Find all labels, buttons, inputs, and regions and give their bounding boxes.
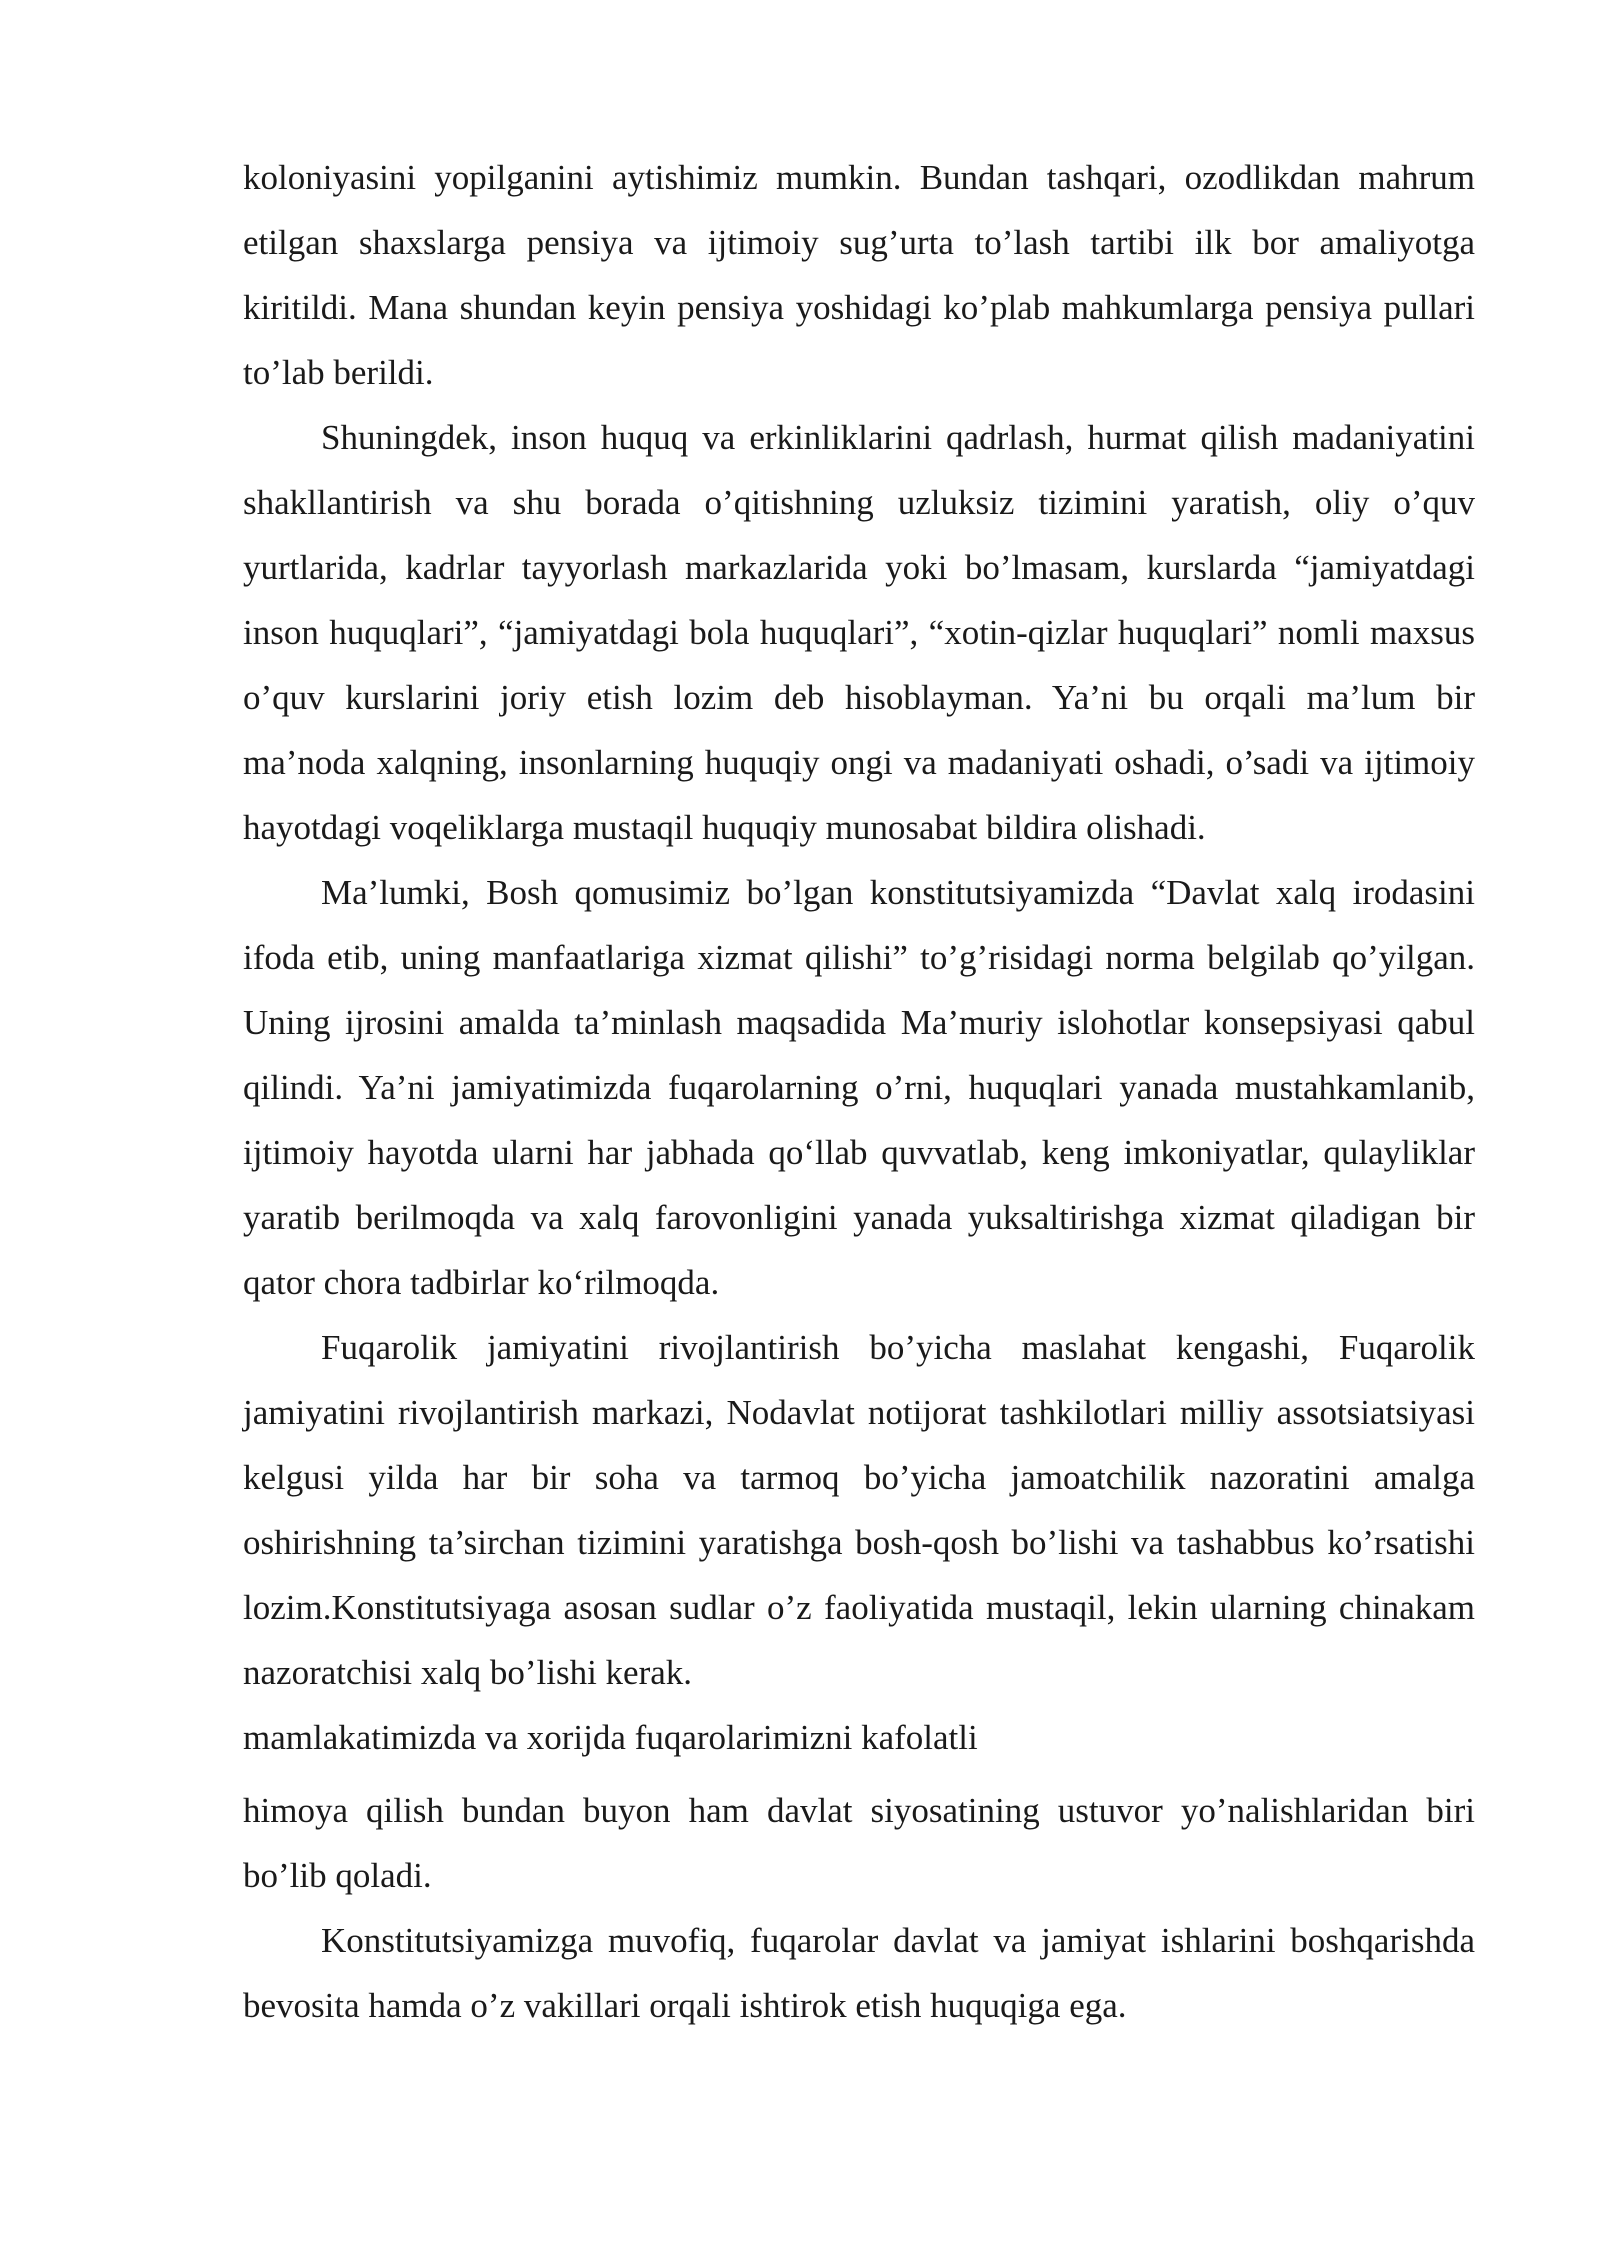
paragraph-1: koloniyasini yopilganini aytishimiz mumkin. Bundan tashqari, ozodlikdan mahrum etilgan shaxslarga pensiya va ijtimoiy sug’urta to’lash tartibi ilk bor amaliyotga kiritildi. Mana shundan keyin pensiya yoshidagi ko’plab mahkumlarga pensiya pullari to’lab berildi.: [243, 158, 1475, 392]
body-text: [243, 145, 1475, 2038]
paragraph-6: himoya qilish bundan buyon ham davlat siyosatining ustuvor yo’nalishlaridan biri bo’lib qoladi.: [243, 1791, 1475, 1895]
paragraph-4: Fuqarolik jamiyatini rivojlantirish bo’yicha maslahat kengashi, Fuqarolik jamiyatini rivojlantirish markazi, Nodavlat notijorat tashkilotlari milliy assotsiatsiyasi kelgusi yilda har bir soha va tarmoq bo’yicha jamoatchilik nazoratini amalga oshirishning ta’sirchan tizimini yaratishga bosh-qosh bo’lishi va tashabbus ko’rsatishi lozim.Konstitutsiyaga asosan sudlar o’z faoliyatida mustaqil, lekin ularning chinakam nazoratchisi xalq bo’lishi kerak.: [243, 1328, 1475, 1692]
paragraph-5: mamlakatimizda va xorijda fuqarolarimizni kafolatli: [243, 1718, 978, 1757]
paragraph-3: Ma’lumki, Bosh qomusimiz bo’lgan konstitutsiyamizda “Davlat xalq irodasini ifoda etib, uning manfaatlariga xizmat qilishi” to’g’risidagi norma belgilab qo’yilgan. Uning ijrosini amalda ta’minlash maqsadida Ma’muriy islohotlar konsepsiyasi qabul qilindi. Ya’ni jamiyatimizda fuqarolarning o’rni, huquqlari yanada mustahkamlanib, ijtimoiy hayotda ularni har jabhada qo‘llab quvvatlab, keng imkoniyatlar, qulayliklar yaratib berilmoqda va xalq farovonligini yanada yuksaltirishga xizmat qiladigan bir qator chora tadbirlar ko‘rilmoqda.: [243, 873, 1475, 1302]
paragraph-2: Shuningdek, inson huquq va erkinliklarini qadrlash, hurmat qilish madaniyatini shakllantirish va shu borada o’qitishning uzluksiz tizimini yaratish, oliy o’quv yurtlarida, kadrlar tayyorlash markazlarida yoki bo’lmasam, kurslarda “jamiyatdagi inson huquqlari”, “jamiyatdagi bola huquqlari”, “xotin-qizlar huquqlari” nomli maxsus o’quv kurslarini joriy etish lozim deb hisoblayman. Ya’ni bu orqali ma’lum bir ma’noda xalqning, insonlarning huquqiy ongi va madaniyati oshadi, o’sadi va ijtimoiy hayotdagi voqeliklarga mustaqil huquqiy munosabat bildira olishadi.: [243, 418, 1475, 847]
paragraph-7: Konstitutsiyamizga muvofiq, fuqarolar davlat va jamiyat ishlarini boshqarishda bevosita hamda o’z vakillari orqali ishtirok etish huquqiga ega.: [243, 1921, 1475, 2025]
